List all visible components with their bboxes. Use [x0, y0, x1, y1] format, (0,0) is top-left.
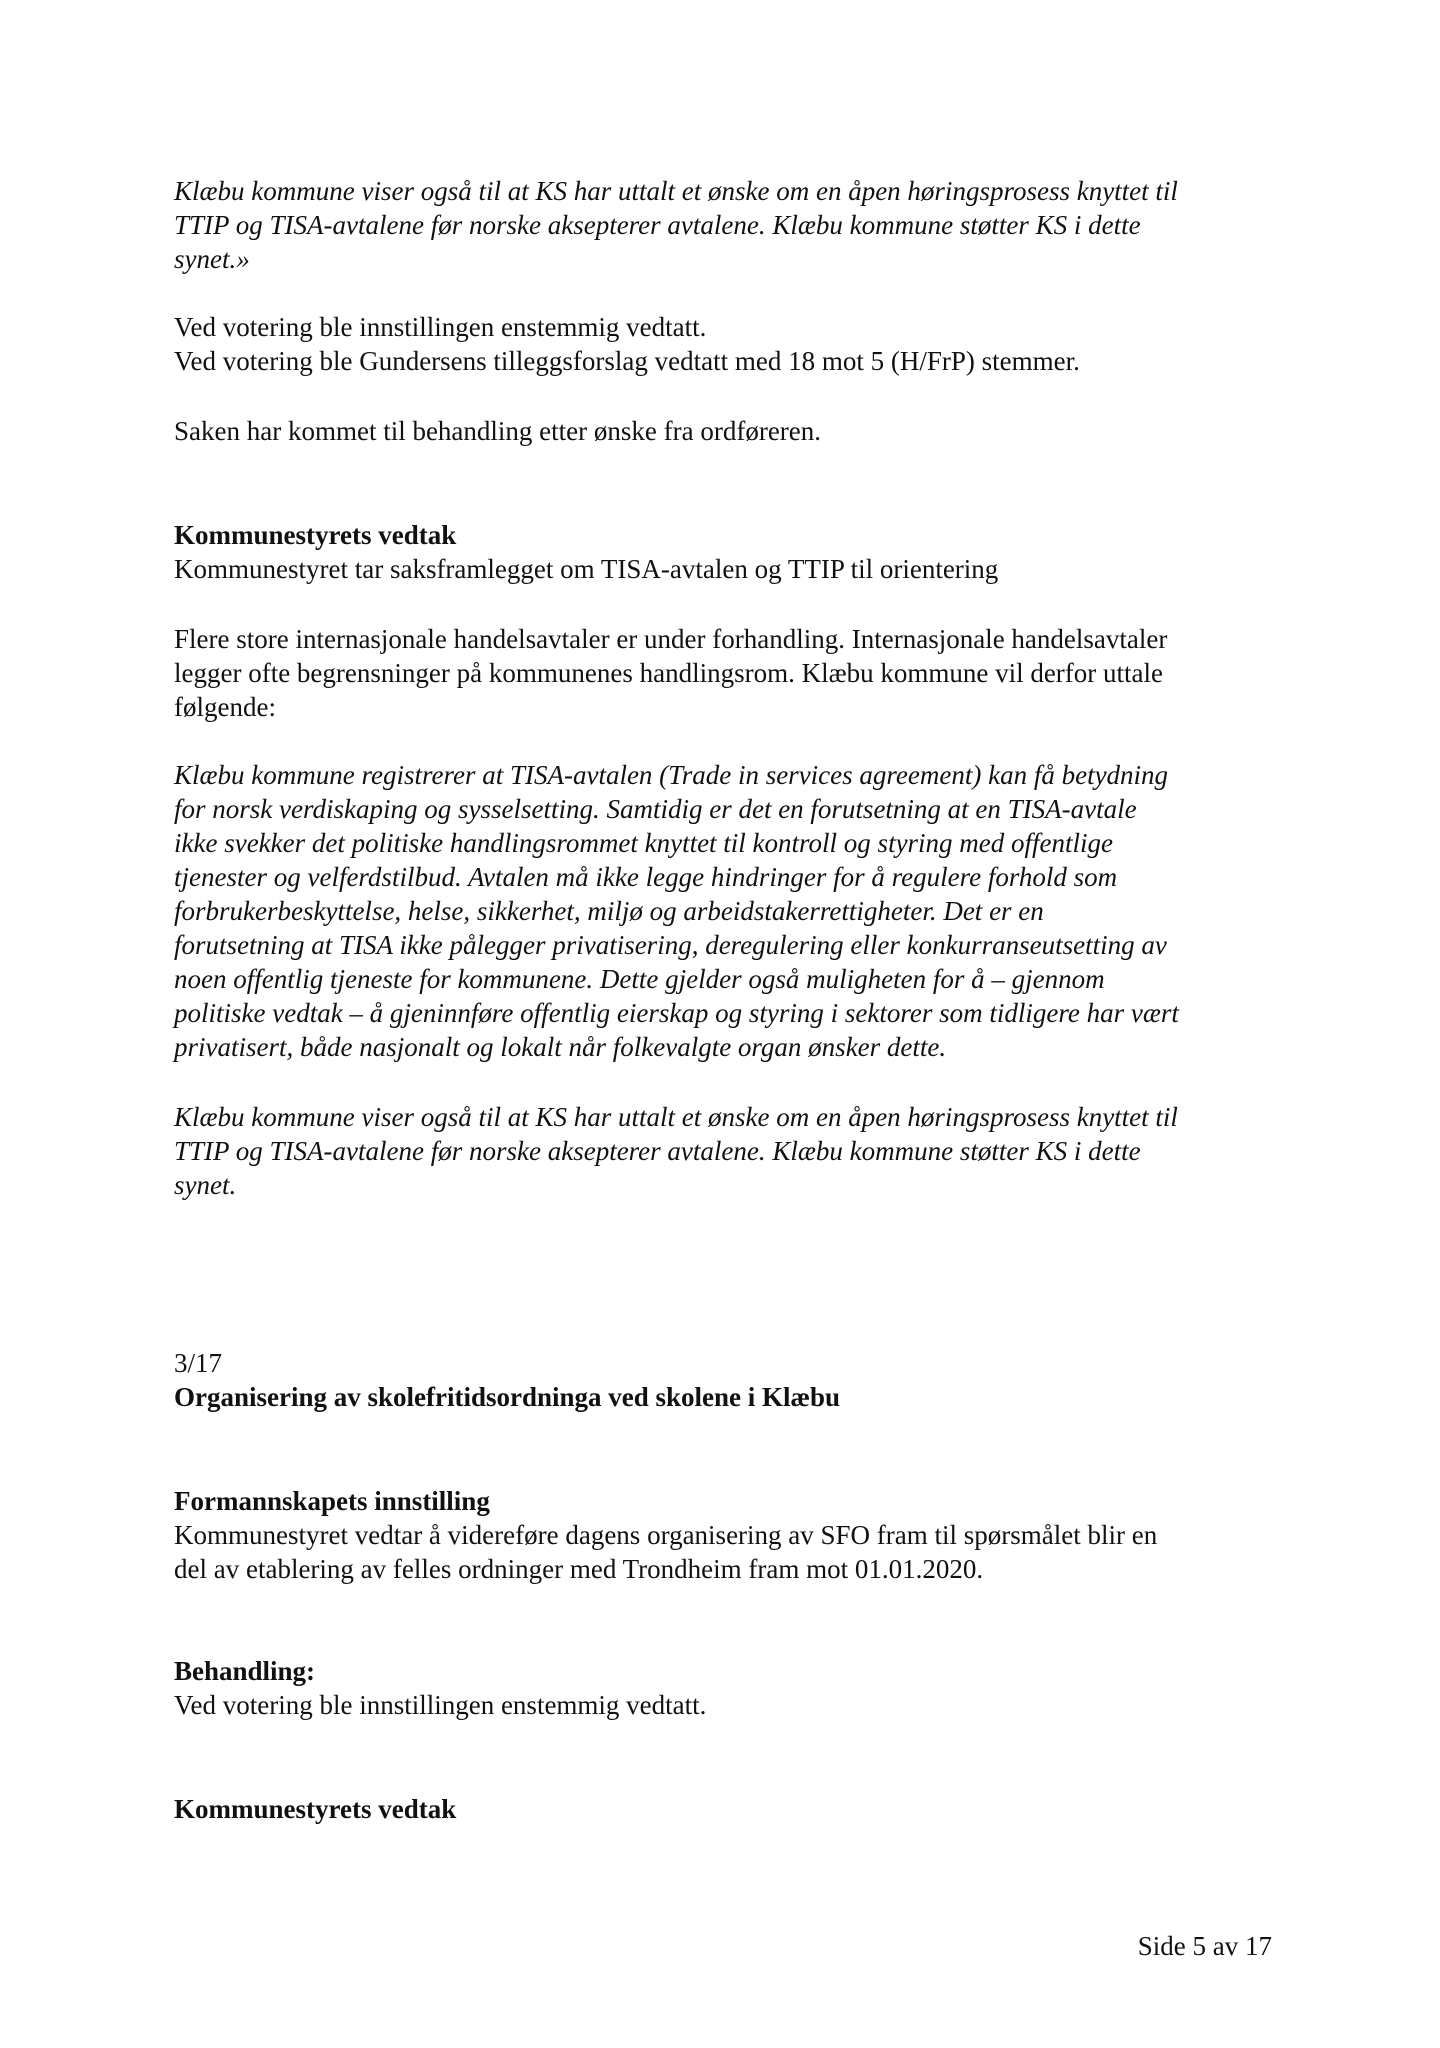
case-number: [174, 1346, 1274, 1380]
text-line: Klæbu kommune viser også til at KS har uttalt et ønske om en åpen høringsprosess knyttet til: [174, 176, 1178, 206]
text-line: legger ofte begrensninger på kommunenes handlingsrom. Klæbu kommune vil derfor uttale: [174, 658, 1164, 688]
text-line: Kommunestyret vedtar å videreføre dagens organisering av SFO fram til spørsmålet blir en: [174, 1520, 1158, 1550]
behandling-note: [174, 414, 1274, 448]
text-line: Saken har kommet til behandling etter ønske fra ordføreren.: [174, 416, 822, 446]
vedtak-paragraph: [174, 552, 1274, 586]
case-title: [174, 1380, 1274, 1414]
text-line: synet.: [174, 1170, 237, 1200]
text-line: Klæbu kommune registrerer at TISA-avtalen (Trade in services agreement) kan få betydning: [174, 760, 1169, 790]
text-line: ikke svekker det politiske handlingsrommet knyttet til kontroll og styring med offentlige: [174, 828, 1114, 858]
text-line: Ved votering ble innstillingen enstemmig vedtatt.: [174, 1690, 707, 1720]
heading-text: Kommunestyrets vedtak: [174, 520, 457, 550]
text-line: Kommunestyret tar saksframlegget om TISA-avtalen og TTIP til orientering: [174, 554, 999, 584]
section-heading: [174, 1484, 1274, 1518]
text-line: Ved votering ble Gundersens tilleggsforslag vedtatt med 18 mot 5 (H/FrP) stemmer.: [174, 346, 1080, 376]
section-heading: [174, 1792, 1274, 1826]
vote-paragraph: [174, 310, 1274, 378]
text-line: Ved votering ble innstillingen enstemmig vedtatt.: [174, 312, 707, 342]
ks-paragraph: [174, 1100, 1274, 1202]
page-number: Side 5 av 17: [1137, 1931, 1272, 1961]
text-line: forutsetning at TISA ikke pålegger privatisering, deregulering eller konkurranseutsetting av: [174, 930, 1167, 960]
heading-text: Formannskapets innstilling: [174, 1486, 490, 1516]
text-line: 3/17: [174, 1348, 223, 1378]
text-line: Flere store internasjonale handelsavtaler er under forhandling. Internasjonale handelsavtaler: [174, 624, 1168, 654]
text-line: privatisert, både nasjonalt og lokalt når folkevalgte organ ønsker dette.: [174, 1032, 947, 1062]
text-line: for norsk verdiskaping og sysselsetting. Samtidig er det en forutsetning at en TISA-avtale: [174, 794, 1137, 824]
text-line: forbrukerbeskyttelse, helse, sikkerhet, miljø og arbeidstakerrettigheter. Det er en: [174, 896, 1044, 926]
text-line: politiske vedtak – å gjeninnføre offentlig eierskap og styring i sektorer som tidligere har vært: [174, 998, 1179, 1028]
text-line: tjenester og velferdstilbud. Avtalen må ikke legge hindringer for å regulere forhold som: [174, 862, 1118, 892]
behandling-paragraph: [174, 1688, 1274, 1722]
text-line: TTIP og TISA-avtalene før norske aksepterer avtalene. Klæbu kommune støtter KS i dette: [174, 210, 1141, 240]
ks-quote-paragraph: [174, 174, 1274, 276]
section-heading: [174, 518, 1274, 552]
text-line: følgende:: [174, 692, 276, 722]
heading-text: Organisering av skolefritidsordninga ved skolene i Klæbu: [174, 1382, 841, 1412]
text-line: TTIP og TISA-avtalene før norske aksepterer avtalene. Klæbu kommune støtter KS i dette: [174, 1136, 1141, 1166]
intro-paragraph: [174, 622, 1274, 724]
text-line: del av etablering av felles ordninger med Trondheim fram mot 01.01.2020.: [174, 1554, 984, 1584]
text-line: noen offentlig tjeneste for kommunene. Dette gjelder også muligheten for å – gjennom: [174, 964, 1105, 994]
innstilling-paragraph: [174, 1518, 1274, 1586]
heading-text: Behandling:: [174, 1656, 316, 1686]
text-line: synet.»: [174, 244, 250, 274]
section-heading: [174, 1654, 1274, 1688]
text-line: Klæbu kommune viser også til at KS har uttalt et ønske om en åpen høringsprosess knyttet til: [174, 1102, 1178, 1132]
tisa-paragraph: [174, 758, 1274, 1064]
heading-text: Kommunestyrets vedtak: [174, 1794, 457, 1824]
